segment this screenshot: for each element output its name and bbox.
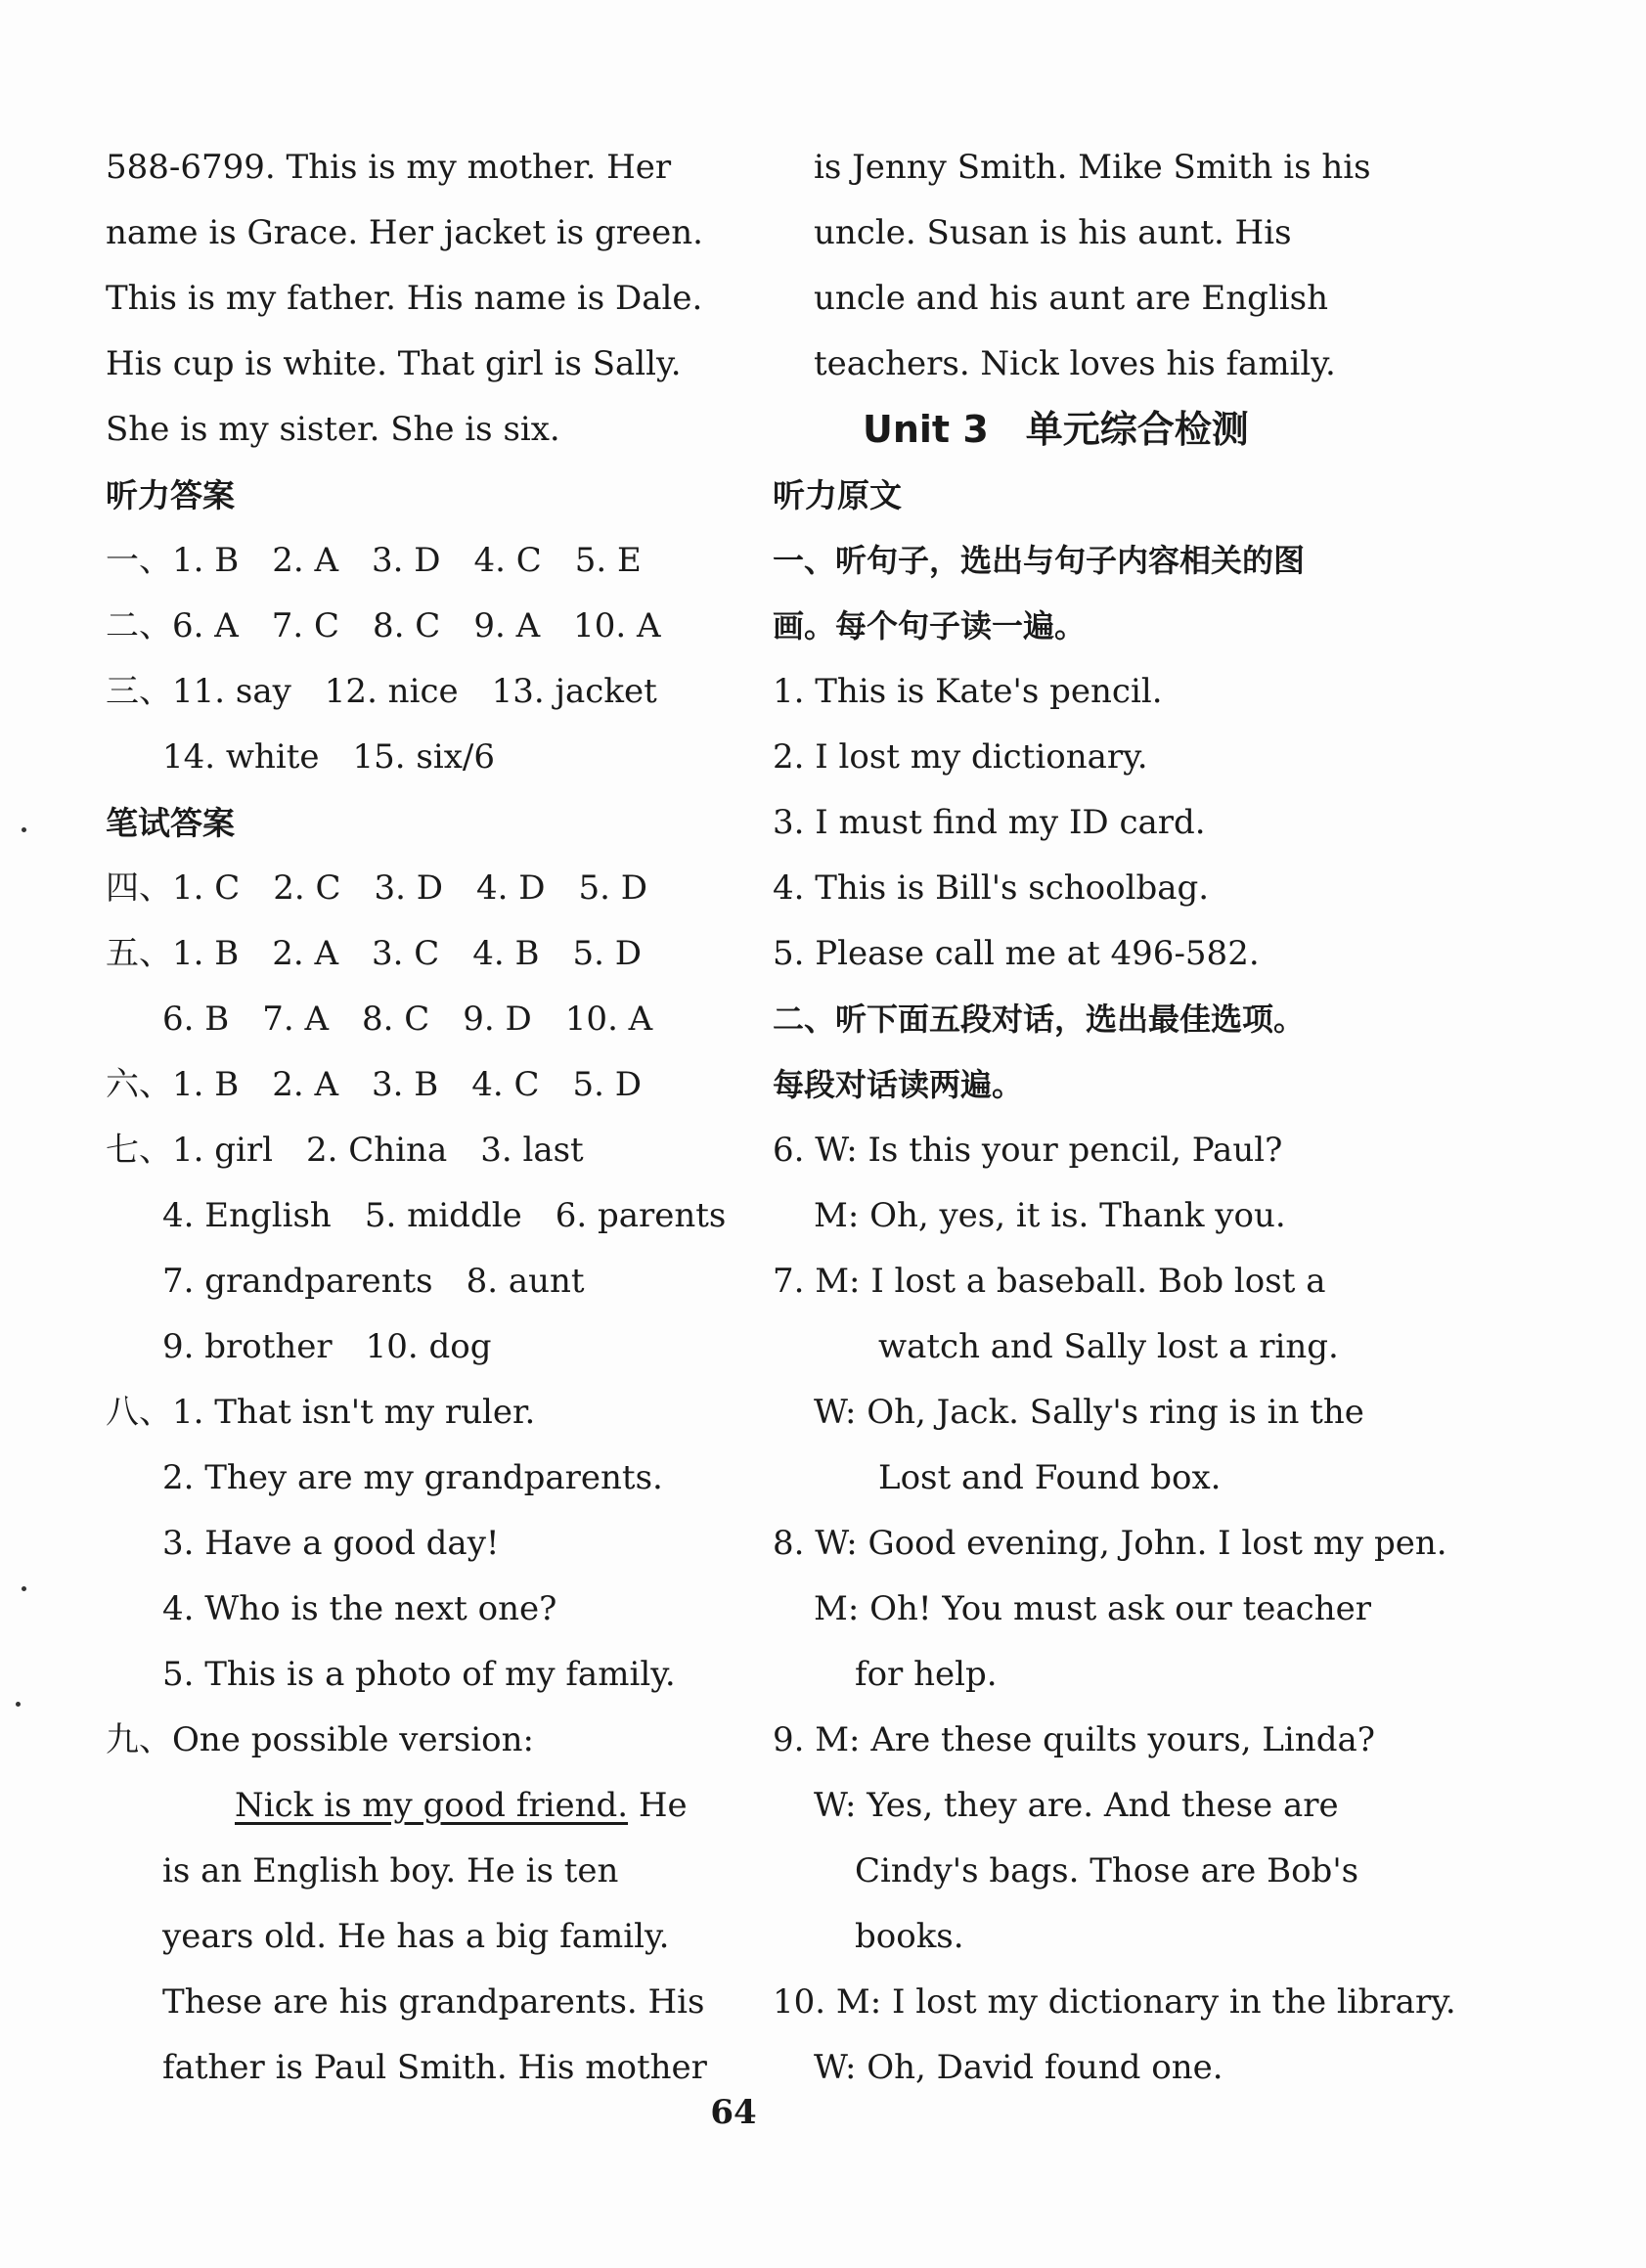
dialogue-line: for help. [855, 1655, 998, 1694]
answer-line: 二、6. A 7. C 8. C 9. A 10. A [106, 606, 661, 645]
dialogue-line: 10. M: I lost my dictionary in the library. [773, 1982, 1456, 2022]
script-heading: 听力原文 [773, 476, 902, 514]
answer-line: 九、One possible version: [106, 1720, 534, 1759]
sentence-item: 1. This is Kate's pencil. [773, 672, 1163, 711]
answer-line: 八、1. That isn't my ruler. [106, 1393, 536, 1432]
essay-line: is Jenny Smith. Mike Smith is his [814, 148, 1371, 187]
answer-line: 9. brother 10. dog [162, 1327, 492, 1366]
right-column [773, 135, 1456, 2101]
sentence-item: 2. I lost my dictionary. [773, 737, 1148, 777]
listening-answers-heading: 听力答案 [106, 476, 235, 514]
scan-mark [16, 1702, 21, 1707]
essay-underlined-sentence: Nick is my good friend. [235, 1786, 629, 1825]
left-column [106, 135, 727, 2101]
answer-line: 七、1. girl 2. China 3. last [106, 1131, 584, 1170]
section-instruction: 每段对话读两遍。 [773, 1066, 1024, 1103]
answer-line: 一、1. B 2. A 3. D 4. C 5. E [106, 541, 642, 580]
dialogue-line: Cindy's bags. Those are Bob's [855, 1851, 1359, 1890]
scan-mark [22, 827, 26, 832]
dialogue-line: 7. M: I lost a baseball. Bob lost a [773, 1262, 1326, 1301]
answer-line: 三、11. say 12. nice 13. jacket [106, 672, 657, 711]
answer-line: 四、1. C 2. C 3. D 4. D 5. D [106, 868, 648, 908]
answer-line: 3. Have a good day! [162, 1524, 500, 1563]
essay-first-line [106, 1773, 702, 1839]
dialogue-line: 8. W: Good evening, John. I lost my pen. [773, 1524, 1447, 1563]
sentence-item: 5. Please call me at 496-582. [773, 934, 1260, 973]
scan-mark [22, 1586, 26, 1591]
dialogue-line: Lost and Found box. [878, 1458, 1222, 1497]
section-instruction: 二、听下面五段对话，选出最佳选项。 [773, 1001, 1306, 1038]
answer-line: 六、1. B 2. A 3. B 4. C 5. D [106, 1065, 643, 1104]
dialogue-line: M: Oh, yes, it is. Thank you. [814, 1196, 1286, 1235]
essay-line: These are his grandparents. His [162, 1982, 705, 2022]
written-answers-heading: 笔试答案 [106, 804, 235, 842]
essay-line: teachers. Nick loves his family. [814, 344, 1336, 383]
page-number: 64 [710, 2093, 757, 2132]
dialogue-line: W: Oh, Jack. Sally's ring is in the [814, 1393, 1364, 1432]
essay-first-rest: He [628, 1786, 688, 1825]
essay-line: years old. He has a big family. [162, 1917, 670, 1956]
answer-line: 4. Who is the next one? [162, 1589, 557, 1628]
answer-line: 2. They are my grandparents. [162, 1458, 663, 1497]
passage-line: She is my sister. She is six. [106, 410, 560, 449]
dialogue-line: books. [855, 1917, 964, 1956]
essay-line: uncle. Susan is his aunt. His [814, 213, 1292, 252]
dialogue-line: watch and Sally lost a ring. [878, 1327, 1339, 1366]
passage-line: name is Grace. Her jacket is green. [106, 213, 703, 252]
sentence-item: 4. This is Bill's schoolbag. [773, 868, 1210, 908]
dialogue-line: 9. M: Are these quilts yours, Linda? [773, 1720, 1375, 1759]
section-instruction: 一、听句子，选出与句子内容相关的图 [773, 542, 1306, 579]
answer-line: 14. white 15. six/6 [162, 737, 495, 777]
answer-line: 5. This is a photo of my family. [162, 1655, 676, 1694]
essay-line: is an English boy. He is ten [162, 1851, 619, 1890]
passage-line: This is my father. His name is Dale. [106, 279, 703, 318]
section-instruction: 画。每个句子读一遍。 [773, 607, 1087, 645]
dialogue-line: W: Oh, David found one. [814, 2048, 1223, 2087]
answer-line: 4. English 5. middle 6. parents [162, 1196, 727, 1235]
essay-line: uncle and his aunt are English [814, 279, 1328, 318]
sentence-item: 3. I must find my ID card. [773, 803, 1206, 842]
essay-line: father is Paul Smith. His mother [162, 2048, 707, 2087]
unit-title: Unit 3 单元综合检测 [863, 408, 1249, 451]
dialogue-line: 6. W: Is this your pencil, Paul? [773, 1131, 1283, 1170]
answer-line: 7. grandparents 8. aunt [162, 1262, 585, 1301]
answer-line: 6. B 7. A 8. C 9. D 10. A [162, 1000, 653, 1039]
answer-line: 五、1. B 2. A 3. C 4. B 5. D [106, 934, 643, 973]
passage-line: 588-6799. This is my mother. Her [106, 148, 672, 187]
passage-line: His cup is white. That girl is Sally. [106, 344, 682, 383]
dialogue-line: W: Yes, they are. And these are [814, 1786, 1339, 1825]
dialogue-line: M: Oh! You must ask our teacher [814, 1589, 1371, 1628]
